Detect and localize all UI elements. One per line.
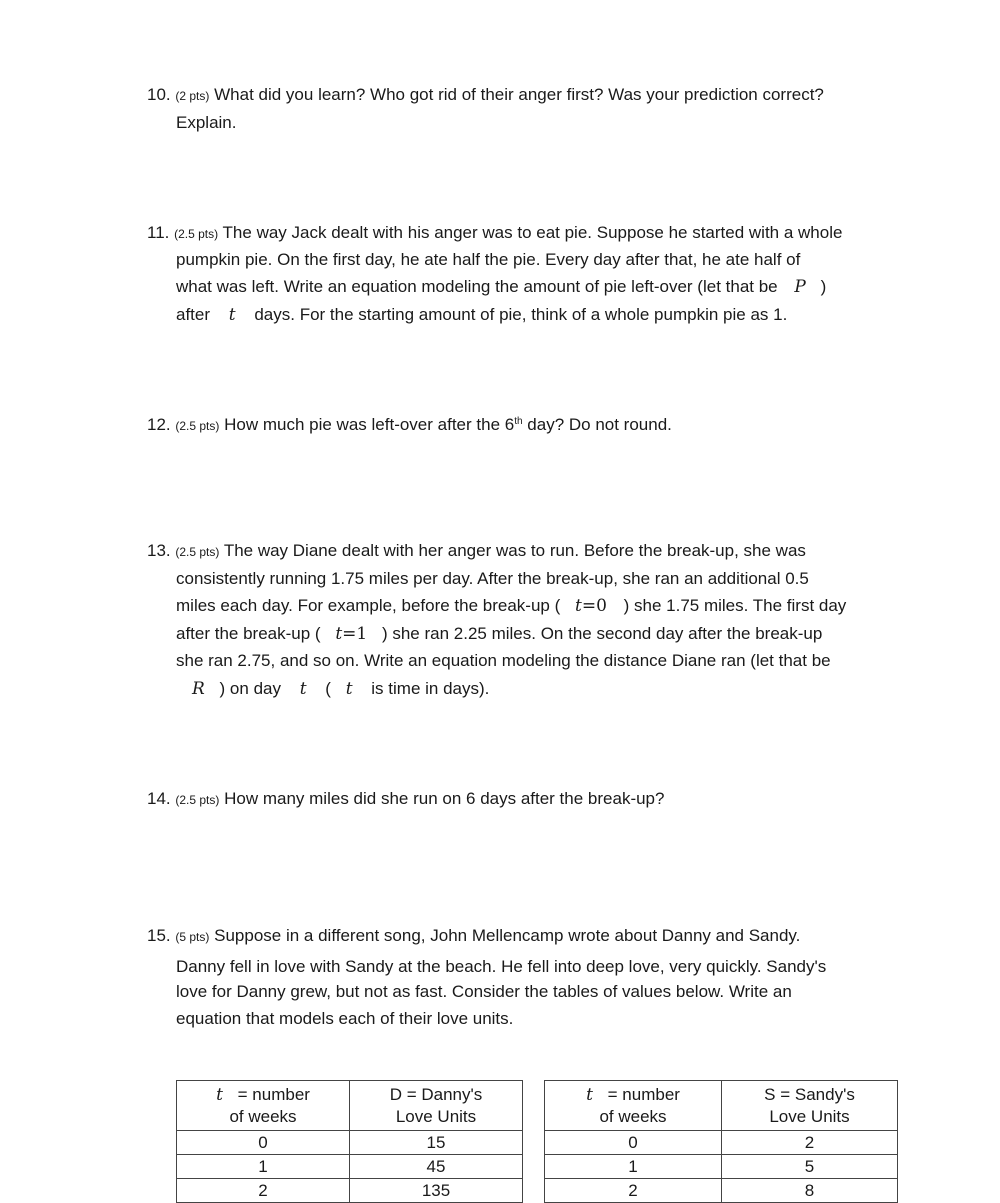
question-text: equation that models each of their love units. bbox=[176, 1009, 514, 1028]
table-cell: 2 bbox=[177, 1179, 350, 1203]
sandy-love-table bbox=[544, 1080, 898, 1203]
table-row bbox=[177, 1131, 523, 1155]
question-number: 10. bbox=[147, 85, 171, 104]
variable-p: P bbox=[794, 277, 806, 297]
variable-t: t bbox=[299, 679, 307, 699]
variable-t: t bbox=[575, 596, 582, 616]
question-text: Explain. bbox=[176, 113, 237, 132]
question-text: love for Danny grew, but not as fast. Consider the tables of values below. Write an bbox=[176, 982, 792, 1001]
header-text: Love Units bbox=[769, 1106, 850, 1126]
question-text: What did you learn? Who got rid of their anger first? Was your prediction correct? bbox=[214, 85, 824, 104]
table-cell: 0 bbox=[177, 1131, 350, 1155]
question-number: 14. bbox=[147, 789, 171, 808]
question-text: consistently running 1.75 miles per day. After the break-up, she ran an additional 0.5 bbox=[176, 569, 809, 588]
table-cell: 15 bbox=[350, 1131, 523, 1155]
points-label: (2 pts) bbox=[175, 89, 210, 103]
table-cell: 135 bbox=[350, 1179, 523, 1203]
variable-r: R bbox=[192, 679, 205, 699]
header-text: = number bbox=[237, 1084, 310, 1104]
header-text: D = Danny's bbox=[389, 1084, 483, 1104]
table-cell: 1 bbox=[177, 1155, 350, 1179]
question-text: The way Jack dealt with his anger was to eat pie. Suppose he started with a whole bbox=[222, 223, 843, 242]
table-cell: 8 bbox=[722, 1179, 898, 1203]
question-text: ) on day bbox=[219, 679, 281, 698]
question-text: is time in days). bbox=[371, 679, 490, 698]
table-row bbox=[545, 1179, 898, 1203]
header-text: of weeks bbox=[229, 1106, 297, 1126]
points-label: (2.5 pts) bbox=[174, 227, 219, 241]
question-text: she ran 2.75, and so on. Write an equation modeling the distance Diane ran (let that be bbox=[176, 651, 831, 670]
question-text: ) she ran 2.25 miles. On the second day after the break-up bbox=[381, 624, 823, 643]
table-row bbox=[177, 1155, 523, 1179]
table-cell: 2 bbox=[545, 1179, 722, 1203]
points-label: (5 pts) bbox=[175, 930, 210, 944]
variable-t: t bbox=[216, 1084, 223, 1105]
danny-love-table bbox=[176, 1080, 523, 1203]
column-header-weeks bbox=[545, 1081, 722, 1131]
variable-t: t bbox=[228, 305, 236, 325]
paren: ( bbox=[325, 679, 331, 698]
column-header-love-units bbox=[350, 1081, 523, 1131]
question-number: 15. bbox=[147, 926, 171, 945]
header-text: S = Sandy's bbox=[764, 1084, 855, 1104]
question-number: 12. bbox=[147, 415, 171, 434]
points-label: (2.5 pts) bbox=[175, 793, 220, 807]
table-row bbox=[177, 1179, 523, 1203]
question-text: what was left. Write an equation modeling the amount of pie left-over (let that be bbox=[176, 277, 778, 296]
table-cell: 0 bbox=[545, 1131, 722, 1155]
table-header-row bbox=[177, 1081, 523, 1131]
question-text: Suppose in a different song, John Mellencamp wrote about Danny and Sandy. bbox=[214, 926, 801, 945]
header-text: Love Units bbox=[395, 1106, 477, 1126]
question-text: How many miles did she run on 6 days after the break-up? bbox=[224, 789, 665, 808]
math-value: =0 bbox=[581, 596, 607, 616]
question-text: Danny fell in love with Sandy at the beach. He fell into deep love, very quickly. Sandy's bbox=[176, 957, 827, 976]
table-row bbox=[545, 1131, 898, 1155]
math-value: =1 bbox=[342, 624, 368, 644]
question-text: How much pie was left-over after the 6 bbox=[224, 415, 515, 434]
question-text: The way Diane dealt with her anger was to run. Before the break-up, she was bbox=[223, 541, 806, 560]
question-number: 13. bbox=[147, 541, 171, 560]
header-text: = number bbox=[607, 1084, 680, 1104]
column-header-weeks bbox=[177, 1081, 350, 1131]
variable-t: t bbox=[345, 679, 353, 699]
variable-t: t bbox=[335, 624, 343, 644]
variable-t: t bbox=[586, 1084, 593, 1105]
table-cell: 1 bbox=[545, 1155, 722, 1179]
question-text: days. For the starting amount of pie, think of a whole pumpkin pie as 1. bbox=[254, 305, 788, 324]
header-text: of weeks bbox=[599, 1106, 667, 1126]
points-label: (2.5 pts) bbox=[175, 545, 220, 559]
table-cell: 2 bbox=[722, 1131, 898, 1155]
question-text: pumpkin pie. On the first day, he ate half the pie. Every day after that, he ate half of bbox=[176, 250, 801, 269]
question-text: after bbox=[176, 305, 211, 324]
points-label: (2.5 pts) bbox=[175, 419, 220, 433]
question-number: 11. bbox=[147, 223, 170, 242]
question-text: miles each day. For example, before the break-up ( bbox=[176, 596, 561, 615]
table-header-row bbox=[545, 1081, 898, 1131]
table-cell: 5 bbox=[722, 1155, 898, 1179]
table-row bbox=[545, 1155, 898, 1179]
question-text: day? Do not round. bbox=[527, 415, 672, 434]
superscript: th bbox=[514, 416, 523, 427]
question-text: after the break-up ( bbox=[176, 624, 321, 643]
column-header-love-units bbox=[722, 1081, 898, 1131]
table-cell: 45 bbox=[350, 1155, 523, 1179]
paren: ) bbox=[820, 277, 827, 296]
question-text: ) she 1.75 miles. The first day bbox=[623, 596, 847, 615]
